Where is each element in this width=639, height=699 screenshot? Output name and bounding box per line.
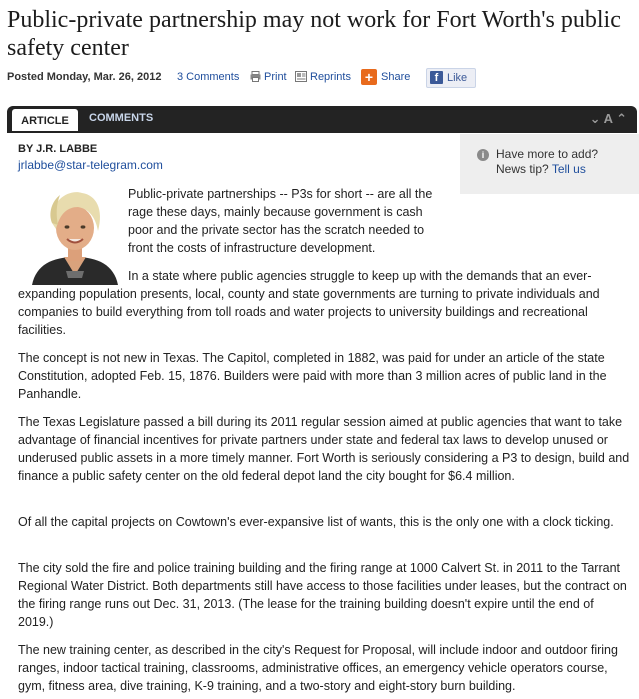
article-paragraph: The Texas Legislature passed a bill during its 2011 regular session aimed at public agencies that want to take advantage of financial incentives for private partners under state and federal tax laws to develop unused or underused public assets in a more timely manner. Fort Worth is seriously considering a P3 to design, build and finance a public safety center on the old federal depot land the city bought for $6.4 million.	[18, 415, 630, 483]
share-link[interactable]: Share	[381, 71, 411, 83]
printer-icon	[250, 71, 261, 82]
reprints-label: Reprints	[310, 71, 351, 83]
print-label: Print	[264, 71, 287, 83]
tab-bar-underline	[7, 131, 637, 133]
article-paragraph: The new training center, as described in the city's Request for Proposal, will include indoor and outdoor firing ranges, indoor tactical training, classrooms, administrative offices, an emergency vehicle operators course, gym, fitness area, dive training, K-9 training, and a two-story and eight-story burn building.	[18, 643, 618, 693]
tab-comments[interactable]: COMMENTS	[89, 112, 154, 124]
article-headline: Public-private partnership may not work for Fort Worth's public safety center	[7, 7, 621, 61]
reprints-link[interactable]	[295, 71, 351, 83]
tip-question: News tip?	[496, 162, 549, 176]
font-size-control[interactable]: ⌄ A ⌃	[589, 111, 627, 126]
tip-line	[496, 162, 586, 176]
like-label: Like	[447, 72, 468, 84]
tip-prompt: Have more to add?	[496, 147, 599, 161]
tell-us-link[interactable]: Tell us	[551, 162, 586, 176]
article-paragraph: Public-private partnerships -- P3s for short -- are all the rage these days, mainly because government is cash poor and the private sector has the scratch needed to front the costs of infrastructure development.	[128, 187, 433, 255]
article-meta-bar	[7, 67, 632, 89]
tab-article[interactable]: ARTICLE	[12, 109, 78, 131]
article-paragraph: The city sold the fire and police training building and the firing range at 1000 Calvert St. in 2011 to the Tarrant Regional Water District. Both departments still have access to those facilities under leases, but the contract on the firing range runs out Dec. 31, 2013. (The lease for the training building doesn't expire until the end of 2019.)	[18, 561, 627, 629]
facebook-icon: f	[430, 71, 443, 84]
print-link[interactable]	[250, 71, 287, 83]
comments-link[interactable]: 3 Comments	[177, 71, 240, 83]
share-plus-icon[interactable]: +	[361, 69, 377, 85]
author-email-link[interactable]: jrlabbe@star-telegram.com	[18, 158, 163, 172]
posted-date: Posted Monday, Mar. 26, 2012	[7, 71, 162, 83]
article-paragraph: Of all the capital projects on Cowtown's ever-expansive list of wants, this is the only one with a clock ticking.	[18, 515, 614, 529]
article-paragraph: The concept is not new in Texas. The Capitol, completed in 1882, was paid for under an article of the state Constitution, adopted Feb. 15, 1876. Builders were paid with more than 3 million acres of public land in the Panhandle.	[18, 351, 607, 401]
article-paragraph: In a state where public agencies struggle to keep up with the demands that an ever-expanding population presents, local, county and state governments are turning to private individuals and companies to build everything from toll roads and water projects to university buildings and recreational facilities.	[18, 269, 600, 337]
info-icon: i	[477, 149, 489, 161]
author-byline: BY J.R. LABBE	[18, 143, 98, 155]
news-tip-box	[460, 134, 639, 194]
facebook-like-button[interactable]	[426, 68, 476, 88]
article-tab-bar	[7, 106, 637, 131]
reprints-icon	[295, 71, 307, 82]
